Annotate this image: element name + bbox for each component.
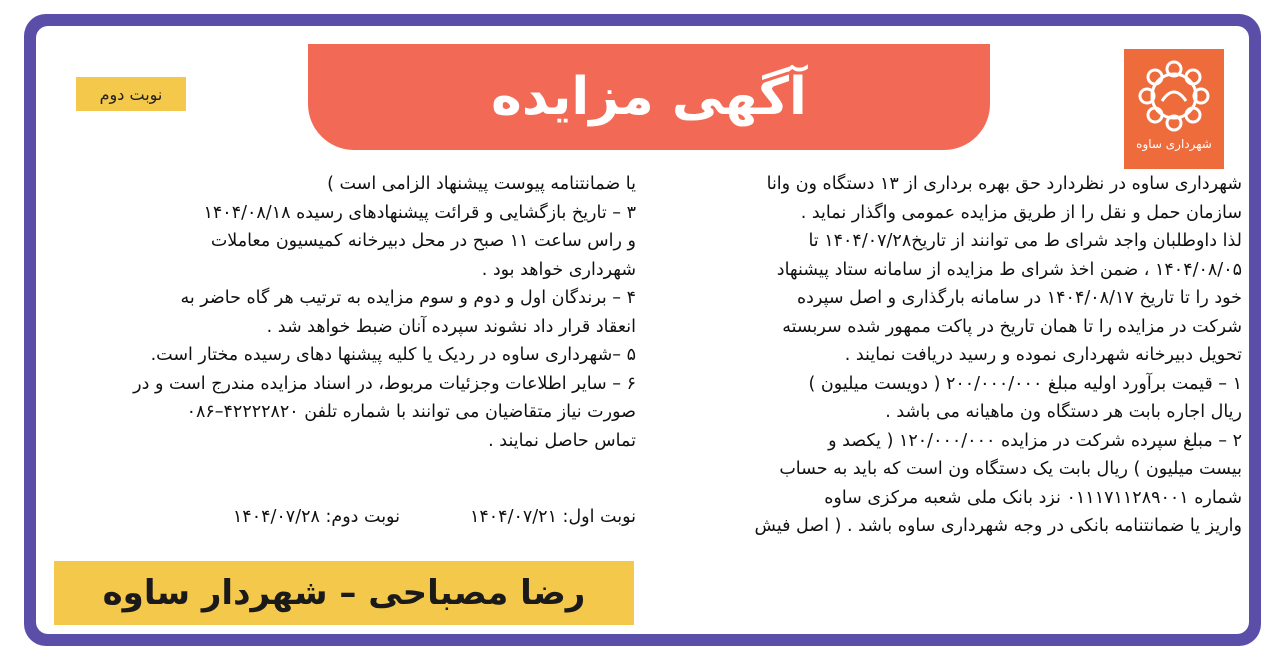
municipality-emblem-icon: [1135, 57, 1213, 135]
text-line: تحویل دبیرخانه شهرداری نموده و رسید دریافت نمایند .: [844, 345, 1242, 365]
signature: رضا مصباحی – شهردار ساوه: [102, 573, 586, 613]
text-line: و راس ساعت ۱۱ صبح در محل دبیرخانه کمیسیون معاملات: [210, 231, 636, 251]
body-column-right: [667, 170, 1242, 541]
text-line: سازمان حمل و نقل را از طریق مزایده عمومی واگذار نماید .: [800, 202, 1242, 223]
body-column-left: [46, 170, 636, 455]
text-line: ۳ – تاریخ بازگشایی و قرائت پیشنهادهای رسیده ۱۴۰۴/۰۸/۱۸: [203, 202, 636, 223]
text-line: ۱ – قیمت برآورد اولیه مبلغ ۲۰۰/۰۰۰/۰۰۰ ( دویست میلیون ): [808, 373, 1242, 394]
text-line: لذا داوطلبان واجد شرای ط می توانند از تاریخ۱۴۰۴/۰۷/۲۸ تا: [808, 231, 1242, 251]
municipality-logo: [1124, 49, 1224, 169]
signature-banner: [54, 561, 634, 625]
text-line: واریز یا ضمانتنامه بانکی در وجه شهرداری ساوه باشد . ( اصل فیش: [754, 516, 1242, 536]
text-line: ریال اجاره بابت هر دستگاه ون ماهیانه می باشد .: [885, 402, 1242, 422]
edition-badge: نوبت دوم: [76, 77, 186, 111]
page-title: آگهی مزایده: [491, 67, 807, 127]
notice-body: [36, 26, 1249, 634]
text-line: تماس حاصل نمایند .: [488, 430, 636, 451]
text-line: شماره ۰۱۱۱۷۱۱۲۸۹۰۰۱ نزد بانک ملی شعبه مرکزی ساوه: [824, 487, 1242, 508]
text-line: ۵ –شهرداری ساوه در ردیک یا کلیه پیشنها دهای رسیده مختار است.: [150, 345, 636, 365]
first-publication-date: نوبت اول: ۱۴۰۴/۰۷/۲۱: [469, 507, 636, 527]
text-line: ۲ – مبلغ سپرده شرکت در مزایده ۱۲۰/۰۰۰/۰۰۰ ( یکصد و: [828, 430, 1242, 451]
text-line: شهرداری خواهد بود .: [481, 259, 636, 280]
second-publication-date: نوبت دوم: ۱۴۰۴/۰۷/۲۸: [232, 507, 400, 527]
text-line: ۱۴۰۴/۰۸/۰۵ ، ضمن اخذ شرای ط مزایده از سامانه ستاد پیشنهاد: [776, 259, 1242, 280]
text-line: خود را تا تاریخ ۱۴۰۴/۰۸/۱۷ در سامانه بارگذاری و اصل سپرده: [797, 288, 1242, 308]
text-line: انعقاد قرار داد نشوند سپرده آنان ضبط خواهد شد .: [266, 316, 636, 337]
text-line: ۶ – سایر اطلاعات وجزئیات مربوط، در اسناد مزایده مندرج است و در: [133, 373, 636, 394]
notice-frame: [24, 14, 1261, 646]
text-line: یا ضمانتنامه پیوست پیشنهاد الزامی است ): [327, 174, 636, 194]
text-line: شرکت در مزایده را تا همان تاریخ در پاکت ممهور شده سربسته: [782, 316, 1242, 337]
title-banner: [308, 44, 990, 150]
text-line: شهرداری ساوه در نظردارد حق بهره برداری از ۱۳ دستگاه ون وانا: [766, 174, 1242, 194]
text-line: بیست میلیون ) ریال بابت یک دستگاه ون است که باید به حساب: [779, 459, 1242, 479]
logo-caption: شهرداری ساوه: [1136, 137, 1212, 151]
publication-dates: [46, 507, 636, 527]
text-line: صورت نیاز متقاضیان می توانند با شماره تلفن ۴۲۲۲۲۸۲۰–۰۸۶: [186, 402, 636, 422]
text-line: ۴ – برندگان اول و دوم و سوم مزایده به ترتیب هر گاه حاضر به: [180, 288, 636, 308]
